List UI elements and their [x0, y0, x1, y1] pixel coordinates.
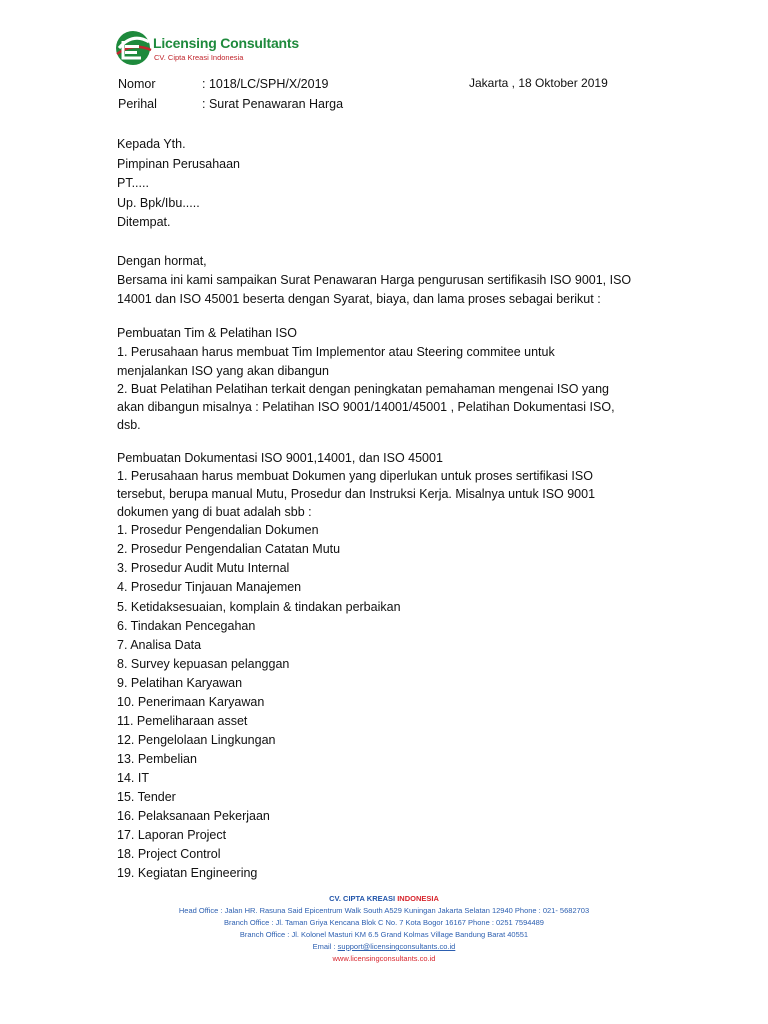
footer-company-part: INDONESIA: [397, 894, 439, 903]
footer-branch-office: Branch Office : Jl. Taman Griya Kencana Blok C No. 7 Kota Bogor 16167 Phone : 0251 7594489: [224, 918, 544, 927]
section-text-line: dokumen yang di buat adalah sbb :: [117, 505, 312, 519]
footer-branch-office: Branch Office : Jl. Kolonel Masturi KM 6.5 Grand Kolmas Village Bandung Barat 40551: [239, 930, 529, 939]
footer-head-office: Head Office : Jalan HR. Rasuna Said Epicentrum Walk South A529 Kuningan Jakarta Selatan 12940 Phone : 021- 5682703: [178, 906, 590, 915]
letter-date: Jakarta , 18 Oktober 2019: [469, 76, 608, 90]
nomor-value: : 1018/LC/SPH/X/2019: [202, 77, 329, 91]
footer-company-name: [0, 894, 768, 905]
perihal-label: Perihal: [118, 97, 157, 111]
intro-paragraph-line: Bersama ini kami sampaikan Surat Penawaran Harga pengurusan sertifikasih ISO 9001, ISO: [117, 273, 632, 287]
greeting: Dengan hormat,: [117, 254, 207, 268]
document-list-item: 14. IT: [117, 771, 149, 785]
document-list-item: 16. Pelaksanaan Pekerjaan: [117, 809, 270, 823]
section-text-line: dsb.: [117, 418, 141, 432]
company-logo: [113, 28, 313, 68]
footer-email-link[interactable]: support@licensingconsultants.co.id: [337, 942, 456, 951]
recipient-line: PT.....: [117, 176, 149, 190]
perihal-value: : Surat Penawaran Harga: [202, 97, 344, 111]
document-list-item: 13. Pembelian: [117, 752, 197, 766]
footer-email-label: Email :: [312, 942, 338, 951]
nomor-label: Nomor: [118, 77, 156, 91]
nomor-row: [118, 77, 328, 91]
section-text-line: 1. Perusahaan harus membuat Dokumen yang diperlukan untuk proses sertifikasi ISO: [117, 469, 593, 483]
document-list-item: 11. Pemeliharaan asset: [117, 714, 248, 728]
document-list-item: 8. Survey kepuasan pelanggan: [117, 657, 290, 671]
recipient-line: Ditempat.: [117, 215, 171, 229]
document-list-item: 17. Laporan Project: [117, 828, 227, 842]
recipient-line: Pimpinan Perusahaan: [117, 157, 240, 171]
document-list-item: 12. Pengelolaan Lingkungan: [117, 733, 276, 747]
document-list-item: 1. Prosedur Pengendalian Dokumen: [117, 523, 319, 537]
intro-paragraph-line: 14001 dan ISO 45001 beserta dengan Syarat, biaya, dan lama proses sebagai berikut :: [117, 292, 601, 306]
document-list-item: 19. Kegiatan Engineering: [117, 866, 258, 880]
document-list-item: 7. Analisa Data: [117, 638, 202, 652]
section-title: Pembuatan Tim & Pelatihan ISO: [117, 326, 297, 340]
document-list-item: 9. Pelatihan Karyawan: [117, 676, 243, 690]
logo-title: Licensing Consultants: [153, 35, 299, 51]
footer-email-row: [0, 942, 768, 953]
recipient-line: Up. Bpk/Ibu.....: [117, 196, 200, 210]
footer-company-part: CV. CIPTA KREASI: [329, 894, 398, 903]
recipient-line: Kepada Yth.: [117, 137, 186, 151]
section-text-line: menjalankan ISO yang akan dibangun: [117, 364, 329, 378]
document-list-item: 10. Penerimaan Karyawan: [117, 695, 265, 709]
section-text-line: 1. Perusahaan harus membuat Tim Implementor atau Steering commitee untuk: [117, 345, 555, 359]
section-text-line: tersebut, berupa manual Mutu, Prosedur dan Instruksi Kerja. Misalnya untuk ISO 9001: [117, 487, 596, 501]
document-list-item: 3. Prosedur Audit Mutu Internal: [117, 561, 290, 575]
document-list-item: 15. Tender: [117, 790, 176, 804]
licensing-consultants-logo-icon: [113, 28, 153, 68]
section-title: Pembuatan Dokumentasi ISO 9001,14001, dan ISO 45001: [117, 451, 443, 465]
document-list-item: 18. Project Control: [117, 847, 221, 861]
document-list-item: 5. Ketidaksesuaian, komplain & tindakan perbaikan: [117, 600, 401, 614]
document-list-item: 4. Prosedur Tinjauan Manajemen: [117, 580, 302, 594]
document-list-item: 6. Tindakan Pencegahan: [117, 619, 256, 633]
logo-subtitle: CV. Cipta Kreasi Indonesia: [154, 53, 244, 62]
document-list-item: 2. Prosedur Pengendalian Catatan Mutu: [117, 542, 341, 556]
perihal-row: [118, 97, 343, 111]
section-text-line: 2. Buat Pelatihan Pelatihan terkait dengan peningkatan pemahaman mengenai ISO yang: [117, 382, 610, 396]
footer-website-link[interactable]: www.licensingconsultants.co.id: [332, 954, 436, 963]
section-text-line: akan dibangun misalnya : Pelatihan ISO 9001/14001/45001 , Pelatihan Dokumentasi ISO,: [117, 400, 615, 414]
